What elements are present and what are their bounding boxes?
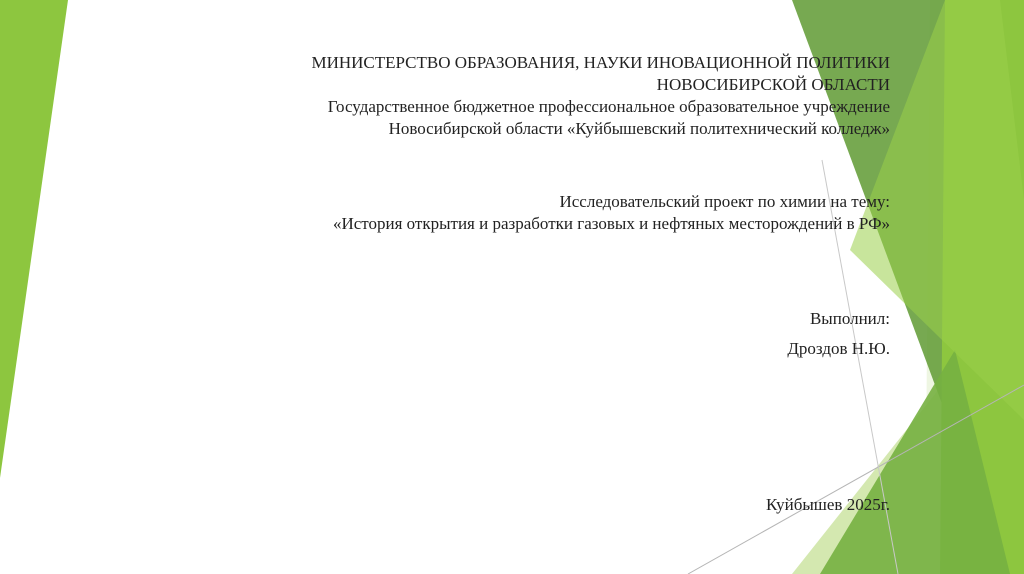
city-year: Куйбышев 2025г.	[766, 495, 890, 514]
ministry-header	[190, 52, 890, 140]
header-line-1: МИНИСТЕРСТВО ОБРАЗОВАНИЯ, НАУКИ ИНОВАЦИОННОЙ ПОЛИТИКИ	[311, 53, 890, 72]
left-green-wedge	[0, 0, 68, 478]
project-line-2: «История открытия и разработки газовых и нефтяных месторождений в РФ»	[332, 214, 890, 233]
author-name: Дроздов Н.Ю.	[787, 339, 890, 358]
project-title	[190, 191, 890, 235]
header-line-2: НОВОСИБИРСКОЙ ОБЛАСТИ	[656, 75, 890, 94]
project-line-1: Исследовательский проект по химии на тему:	[559, 192, 890, 211]
header-line-3: Государственное бюджетное профессиональное образовательное учреждение	[327, 97, 890, 116]
header-line-4: Новосибирской области «Куйбышевский политехнический колледж»	[388, 119, 890, 138]
author-label: Выполнил:	[809, 309, 890, 328]
